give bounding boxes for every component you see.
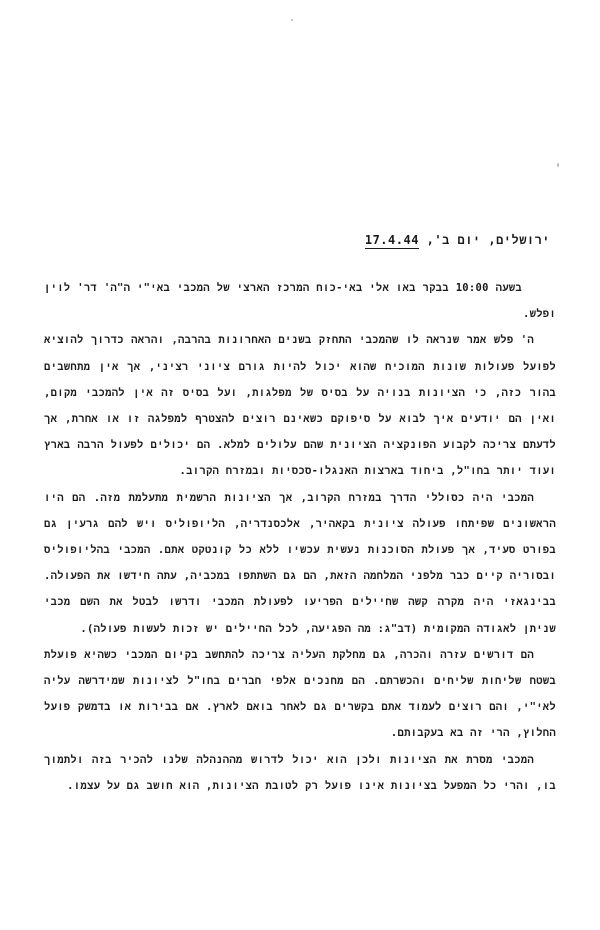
paragraph-near-east-activity: המכבי היה כסוללי הדרך במזרח הקרוב, אך הציונות הרשמית מתעלמת מזה. הם היו הראשונים שפיתחו פעולה ציונית בקאהיר, אלכסנדריה, הליופוליס ויש להם גרעין גם בפורט סעיד, אך פעולת הסוכנות נעשית עכשיו ללא כל קונטקט אתם. המכבי בהליופוליס ובסוריה קיים כבר מלפני המלחמה הזאת, הם גם השתתפו במכביה, עתה חידשו את הפעולה. בבינגאזי היה מקרה קשה שחיילים הפריעו לפעולת המכבי ודרשו לבטל את השם מכבי שניתן לאגודה המקומית (דב"ג: מה הפגיעה, לכל החיילים יש זכות לעשות פעולה). (44, 491, 556, 635)
letter-body (44, 275, 556, 799)
dateline-date: 17.4.44 (364, 233, 419, 247)
paragraph-meeting-intro: בשעה 10:00 בבקר באו אלי באי-כוח המרכז הארצי של המכבי באי"י ה"ה' דר' לוין ופלש. (44, 282, 556, 321)
paragraph-fleish-statement: ה' פלש אמר שנראה לו שהמכבי התחזק בשנים האחרונות בהרבה, והראה כדרוך להוציא לפועל פעולות שונות המוכיח שהוא יכול להיות גורם ציוני רציני, אך אין מתחשבים בהור כזה, כי הציונות בנויה על בסיס של מפלגות, ועל בסיס זה אין להמכבי מקום, ואין הם יודעים איך לבוא על סיפוקם כשאינם רוצים להצטרף למפלגה זו או אחרת, אך לדעתם צריכה לקבוע הפונקציה הציונית שהם עלולים למלא. הם יכולים לפעול הרבה בארץ ועוד יותר בחו"ל, ביחוד בארצות האנגלו-סכסיות ובמזרח הקרוב. (44, 334, 556, 478)
paragraph-demands: הם דורשים עזרה והכרה, גם מחלקת העליה צריכה להתחשב בקיום המכבי כשהיא פועלת בשטח שליחות שליחים והכשרתם. הם מחנכים אלפי חברים בחו"ל לציונות שמידרשה עליה לאי"י, והם רוצים לעמוד אתם בקשרים גם לאחר בואם לארץ. אם בבירות או בדמשק פועל החלוץ, הרי זה בא בעקבותם. (44, 648, 556, 740)
dateline (365, 233, 550, 248)
paragraph-conclusion: המכבי מסרת את הציונות ולכן הוא יכול לדרוש מההנהלה שלנו להכיר בזה ולתמוך בו, והרי כל המפעל בציונות אינו פועל רק לטובת הציונות, הוא חושב גם על עצמו. (44, 753, 556, 792)
scan-speck (557, 163, 559, 167)
scan-speck (291, 19, 293, 21)
dateline-place-day: ירושלים, יום ב', (426, 233, 550, 247)
